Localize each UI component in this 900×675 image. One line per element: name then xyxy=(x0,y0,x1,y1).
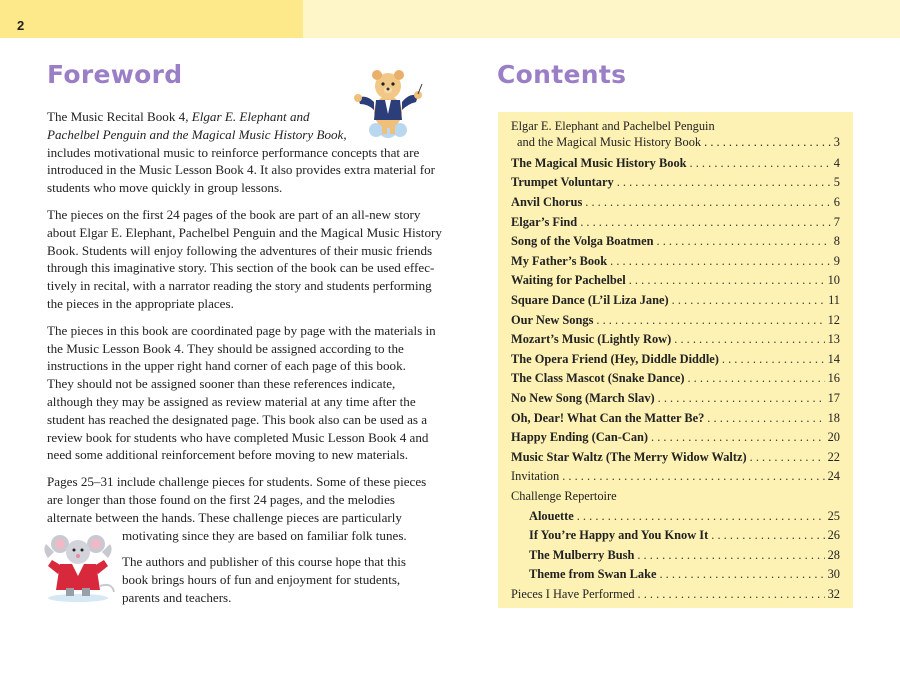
toc-leader-dots xyxy=(657,232,831,252)
toc-entry[interactable] xyxy=(511,507,840,527)
toc-entry[interactable] xyxy=(511,350,840,370)
toc-leader-dots xyxy=(687,369,824,389)
toc-leader-dots xyxy=(750,448,825,468)
toc-leader-dots xyxy=(577,507,825,527)
toc-entry[interactable] xyxy=(511,526,840,546)
toc-leader-dots xyxy=(629,271,825,291)
toc-leader-dots xyxy=(722,350,825,370)
toc-entry[interactable] xyxy=(511,330,840,350)
toc-entry[interactable] xyxy=(511,252,840,272)
page-number: 2 xyxy=(17,18,25,33)
toc-entry[interactable] xyxy=(511,409,840,429)
toc-entry-page: 32 xyxy=(827,586,840,601)
toc-entry-page: 16 xyxy=(827,371,840,386)
toc-entry[interactable] xyxy=(511,118,840,151)
toc-entry-page: 9 xyxy=(833,253,840,268)
toc-entry[interactable] xyxy=(511,311,840,331)
toc-entry-title: The Magical Music History Book xyxy=(511,155,687,170)
toc-entry-title: Alouette xyxy=(529,508,574,523)
toc-entry-title: If You’re Happy and You Know It xyxy=(529,528,709,543)
foreword-paragraph-3: The pieces in this book are coordinated page by page with the materials in the Music Lesson Book 4. They should be assigned according to the instructions in the upper right hand corner of each page of this book. They should not be assigned sooner than these references indicate, although they may be assigned as review material at any time after the student has reached the designated page. This book also can be used as a review book for students who have completed Music Lesson Book 4 and need some additional reinforcement before moving to new materials. xyxy=(47,322,436,463)
toc-entry[interactable] xyxy=(511,154,840,174)
toc-entry-page: 20 xyxy=(827,430,840,445)
foreword-heading: Foreword xyxy=(47,60,183,89)
toc-leader-dots xyxy=(585,193,831,213)
contents-heading: Contents xyxy=(497,60,627,89)
toc-leader-dots xyxy=(672,291,825,311)
toc-entry-page: 13 xyxy=(827,332,840,347)
toc-leader-dots xyxy=(580,213,831,233)
toc-entry-page: 6 xyxy=(833,195,840,209)
toc-leader-dots xyxy=(674,330,824,350)
toc-entry-page: 12 xyxy=(827,312,840,327)
toc-entry-title: Pieces I Have Performed xyxy=(511,586,635,601)
toc-entry[interactable] xyxy=(511,213,840,233)
toc-leader-dots xyxy=(638,585,825,605)
foreword-paragraph-5: The authors and publisher of this course hope that this book brings hours of fun and enjoyment for students, parents and teachers. xyxy=(122,554,407,605)
toc-entry-title: Trumpet Voluntary xyxy=(511,175,614,190)
toc-leader-dots xyxy=(637,546,824,566)
foreword-paragraph-1: The Music Recital Book 4, Elgar E. Elephant and Pachelbel Penguin and the Magical Music History Book, includes motivational music to reinforce performance concepts that are introduced in the Music Lesson Book 4. It also provides extra material for students who move quickly in group lessons. xyxy=(47,109,435,196)
toc-entry-title: Waiting for Pachelbel xyxy=(511,273,626,288)
toc-entry-page: 24 xyxy=(827,469,840,484)
toc-entry-page: 8 xyxy=(833,234,840,249)
toc-leader-dots xyxy=(562,467,824,487)
toc-entry-title: Anvil Chorus xyxy=(511,195,583,209)
toc-entry-page: 25 xyxy=(827,508,840,523)
toc-entry[interactable] xyxy=(511,173,840,193)
toc-entry[interactable] xyxy=(511,291,840,311)
toc-entry-page: 17 xyxy=(827,390,840,405)
toc-leader-dots xyxy=(711,526,824,546)
toc-entry[interactable] xyxy=(511,271,840,291)
toc-entry-title: Elgar E. Elephant and Pachelbel Penguin xyxy=(511,119,715,133)
toc-entry-page: 5 xyxy=(833,175,840,190)
table-of-contents xyxy=(498,112,853,608)
toc-entry-page: 4 xyxy=(833,155,840,170)
toc-leader-dots xyxy=(690,154,831,174)
toc-entry-title: The Class Mascot (Snake Dance) xyxy=(511,371,685,386)
header-bar-right xyxy=(303,0,900,38)
toc-entry-title: Song of the Volga Boatmen xyxy=(511,234,654,249)
toc-entry-page: 28 xyxy=(827,547,840,562)
toc-leader-dots xyxy=(707,409,824,429)
toc-entry-title: Theme from Swan Lake xyxy=(529,567,657,582)
toc-entry-title: Square Dance (L’il Liza Jane) xyxy=(511,292,669,307)
toc-entry-page: 22 xyxy=(827,449,840,464)
toc-entry-title: Elgar’s Find xyxy=(511,214,578,229)
toc-entry-title: Our New Songs xyxy=(511,312,594,327)
toc-entry-title: No New Song (March Slav) xyxy=(511,390,655,405)
toc-leader-dots xyxy=(659,565,824,585)
toc-leader-dots xyxy=(617,173,831,193)
toc-entry[interactable] xyxy=(511,585,840,605)
toc-entry-page: 18 xyxy=(827,410,840,425)
toc-entry-title: Mozart’s Music (Lightly Row) xyxy=(511,332,672,347)
toc-entry-page: 10 xyxy=(827,273,840,288)
toc-entry[interactable] xyxy=(511,565,840,585)
toc-entry-page: 3 xyxy=(833,135,840,150)
toc-entry[interactable] xyxy=(511,389,840,409)
header-bar-left xyxy=(0,0,303,38)
toc-entry[interactable] xyxy=(511,369,840,389)
toc-section-heading: Challenge Repertoire xyxy=(511,488,617,503)
toc-entry-title-cont: and the Magical Music History Book xyxy=(517,135,702,150)
toc-entry-page: 14 xyxy=(827,351,840,366)
toc-entry-title: Invitation xyxy=(511,469,560,484)
toc-entry-title: My Father’s Book xyxy=(511,253,608,268)
foreword-body xyxy=(47,108,452,616)
toc-entry[interactable] xyxy=(511,428,840,448)
toc-entry[interactable] xyxy=(511,448,840,468)
toc-entry-title: Oh, Dear! What Can the Matter Be? xyxy=(511,410,705,425)
foreword-paragraph-2: The pieces on the first 24 pages of the book are part of an all-new story about Elgar E. Elephant, Pachelbel Penguin and the Magical Music History Book. Students will enjoy following the adventures of their music friends through this imaginative story. This section of the book can be used effec- tively in recital, with a narrator reading the story and students performing the pieces in the appropriate places. xyxy=(47,206,442,311)
foreword-paragraph-4: Pages 25–31 include challenge pieces for students. Some of these pieces are longer than those found on the first 24 pages, and the melodies alternate between the hands. These challenge pieces are particularly motivating since they are based on familiar folk tunes. xyxy=(47,474,427,543)
toc-entry-title: Music Star Waltz (The Merry Widow Waltz) xyxy=(511,449,747,464)
toc-entry-title: The Opera Friend (Hey, Diddle Diddle) xyxy=(511,351,719,366)
toc-entry-title: The Mulberry Bush xyxy=(529,547,635,562)
toc-leader-dots xyxy=(651,428,825,448)
toc-entry-page: 7 xyxy=(833,214,840,229)
toc-leader-dots xyxy=(610,252,831,272)
toc-entry-page: 30 xyxy=(827,567,840,582)
toc-leader-dots xyxy=(596,311,824,331)
toc-entry-page: 11 xyxy=(828,292,840,307)
toc-entry[interactable] xyxy=(511,467,840,487)
toc-entry[interactable] xyxy=(511,232,840,252)
toc-entry[interactable] xyxy=(511,193,840,213)
toc-entry-title: Happy Ending (Can-Can) xyxy=(511,430,649,445)
toc-leader-dots xyxy=(658,389,825,409)
toc-leader-dots xyxy=(704,134,831,150)
toc-entry-page: 26 xyxy=(827,528,840,543)
toc-entry[interactable] xyxy=(511,546,840,566)
